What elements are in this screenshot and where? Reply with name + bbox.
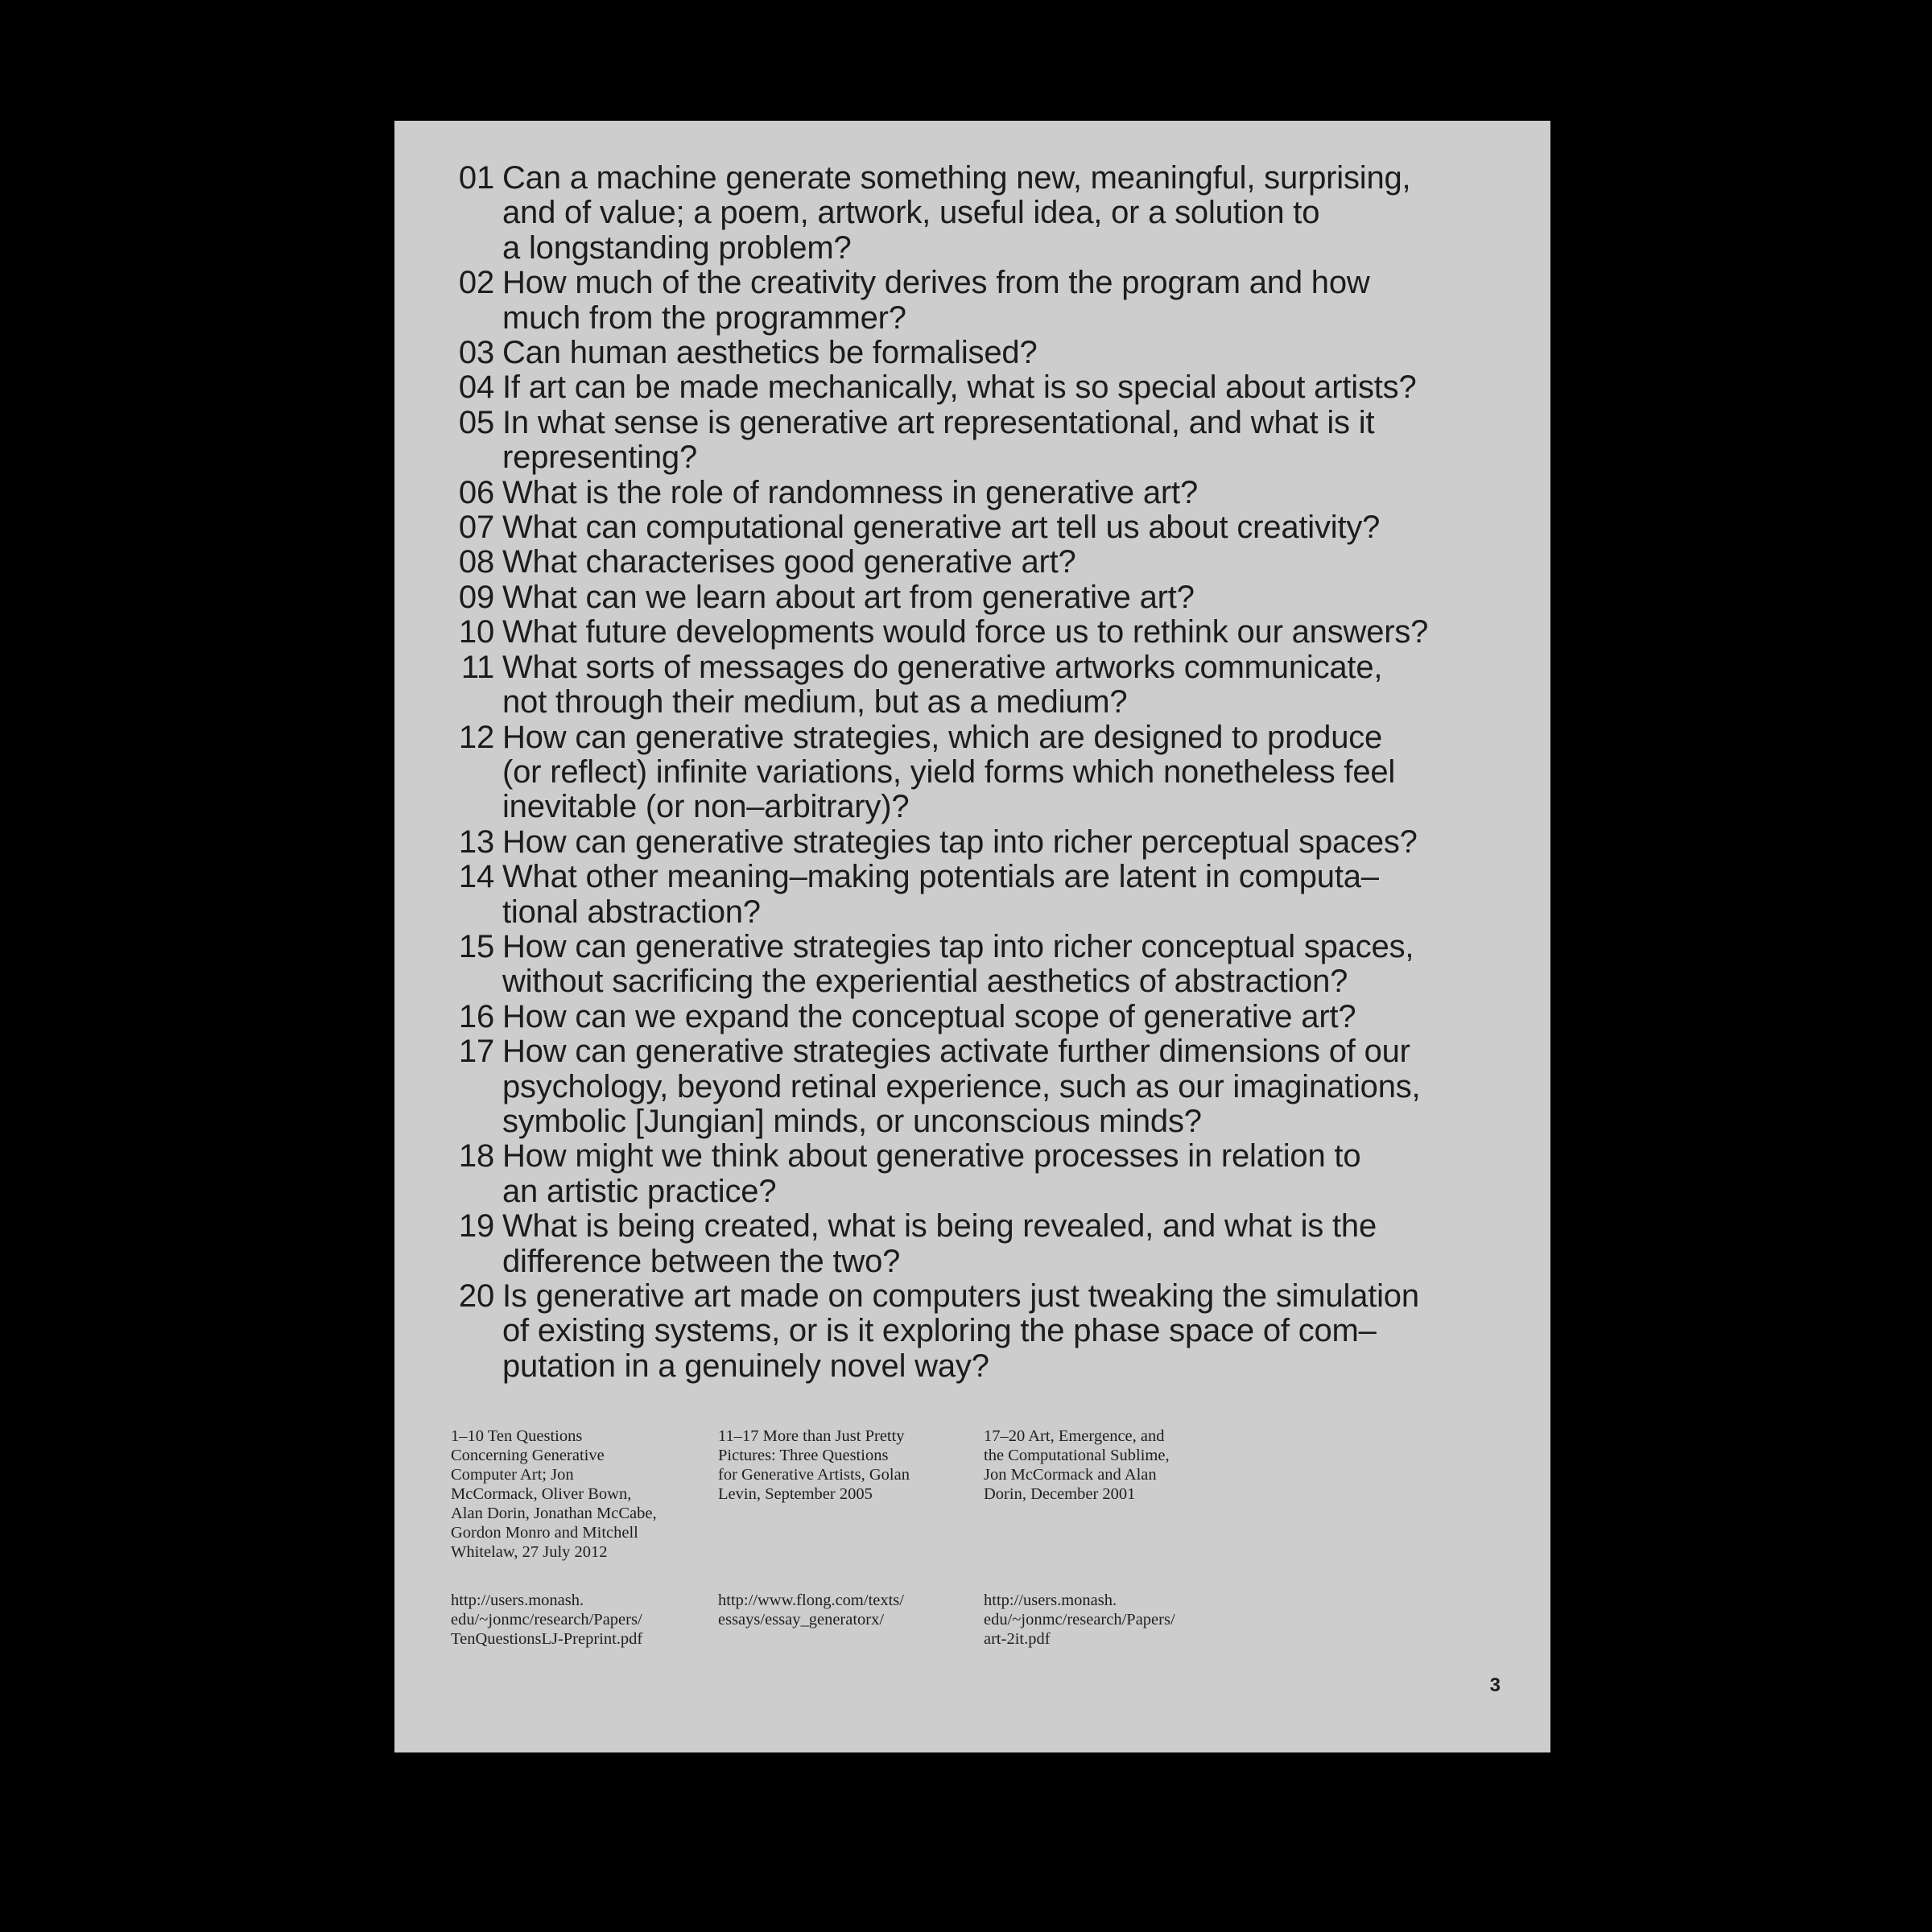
question-text-line: What sorts of messages do generative artworks communicate, <box>502 649 1383 685</box>
question-text-line: How can we expand the conceptual scope of generative art? <box>502 998 1356 1034</box>
question-item <box>394 1139 1550 1209</box>
question-number: 14 <box>458 859 494 895</box>
question-item <box>394 370 1550 405</box>
question-text-line: an artistic practice? <box>502 1173 777 1209</box>
question-number: 11 <box>460 649 494 685</box>
question-item <box>394 580 1550 615</box>
question-text-line: representing? <box>502 440 698 476</box>
question-number: 02 <box>458 265 494 301</box>
source-url <box>984 1591 1175 1649</box>
citation-line: McCormack, Oliver Bown, <box>451 1485 632 1503</box>
question-text-line: What other meaning–making potentials are latent in computa– <box>502 859 1379 895</box>
url-line: http://users.monash. <box>984 1591 1117 1609</box>
question-number: 03 <box>458 335 494 371</box>
question-text-line: How much of the creativity derives from the program and how <box>502 265 1370 301</box>
citation-line: Gordon Monro and Mitchell <box>451 1524 638 1542</box>
question-text-line: Can a machine generate something new, meaningful, surprising, <box>502 160 1411 196</box>
source-citation <box>984 1426 1170 1504</box>
question-item <box>394 1279 1550 1384</box>
question-number: 15 <box>458 928 494 964</box>
question-number: 19 <box>458 1208 494 1245</box>
url-line: TenQuestionsLJ-Preprint.pdf <box>451 1630 643 1648</box>
url-line: http://users.monash. <box>451 1591 584 1609</box>
question-item <box>394 1034 1550 1139</box>
question-text-line: psychology, beyond retinal experience, such as our imaginations, <box>502 1068 1421 1104</box>
question-item <box>394 336 1550 370</box>
citation-line: Jon McCormack and Alan <box>984 1466 1157 1484</box>
question-text-line: difference between the two? <box>502 1243 901 1279</box>
question-text-line: and of value; a poem, artwork, useful idea, or a solution to <box>502 195 1320 231</box>
question-text-line: much from the programmer? <box>502 299 906 336</box>
question-number: 16 <box>458 998 494 1034</box>
question-number: 05 <box>458 404 494 440</box>
question-text-line: putation in a genuinely novel way? <box>502 1348 989 1384</box>
question-list <box>394 161 1550 1384</box>
question-number: 06 <box>458 474 494 510</box>
page-number: 3 <box>1489 1674 1501 1696</box>
question-text-line: If art can be made mechanically, what is so special about artists? <box>502 369 1417 406</box>
question-text-line: How can generative strategies activate further dimensions of our <box>502 1034 1410 1070</box>
question-item <box>394 650 1550 720</box>
source-citation <box>451 1426 657 1562</box>
source-url <box>718 1591 904 1629</box>
question-number: 07 <box>458 510 494 546</box>
question-item <box>394 545 1550 580</box>
question-item <box>394 720 1550 825</box>
question-text-line: a longstanding problem? <box>502 229 852 266</box>
question-number: 12 <box>458 719 494 755</box>
url-line: edu/~jonmc/research/Papers/ <box>451 1611 642 1629</box>
citation-line: Alan Dorin, Jonathan McCabe, <box>451 1505 657 1522</box>
question-text-line: What can computational generative art tell us about creativity? <box>502 510 1381 546</box>
question-number: 17 <box>458 1034 494 1070</box>
citation-line: Whitelaw, 27 July 2012 <box>451 1543 608 1561</box>
citation-line: 17–20 Art, Emergence, and <box>984 1427 1165 1445</box>
question-text-line: What can we learn about art from generative art? <box>502 579 1195 615</box>
citation-line: Concerning Generative <box>451 1447 605 1464</box>
question-number: 01 <box>458 160 494 196</box>
question-text-line: What is being created, what is being revealed, and what is the <box>502 1208 1377 1245</box>
document-page <box>394 121 1550 1752</box>
question-item <box>394 825 1550 860</box>
question-text-line: not through their medium, but as a medium? <box>502 684 1128 720</box>
question-text-line: of existing systems, or is it exploring the phase space of com– <box>502 1313 1377 1349</box>
question-text-line: tional abstraction? <box>502 894 761 930</box>
question-text-line: How can generative strategies tap into richer conceptual spaces, <box>502 928 1414 964</box>
question-text-line: What is the role of randomness in generative art? <box>502 474 1198 510</box>
question-text-line: Can human aesthetics be formalised? <box>502 335 1038 371</box>
question-item <box>394 476 1550 510</box>
url-line: essays/essay_generatorx/ <box>718 1611 885 1629</box>
citation-line: Pictures: Three Questions <box>718 1447 889 1464</box>
question-item <box>394 1209 1550 1279</box>
question-text-line: In what sense is generative art representational, and what is it <box>502 404 1375 440</box>
citation-line: Computer Art; Jon <box>451 1466 574 1484</box>
question-text-line: symbolic [Jungian] minds, or unconscious minds? <box>502 1103 1202 1139</box>
question-text-line: What characterises good generative art? <box>502 544 1076 580</box>
question-number: 08 <box>458 544 494 580</box>
question-text-line: Is generative art made on computers just tweaking the simulation <box>502 1278 1419 1314</box>
question-item <box>394 860 1550 930</box>
question-number: 10 <box>458 614 494 650</box>
question-text-line: How can generative strategies tap into richer perceptual spaces? <box>502 824 1418 860</box>
question-item <box>394 406 1550 476</box>
url-line: art-2it.pdf <box>984 1630 1051 1648</box>
question-text-line: What future developments would force us to rethink our answers? <box>502 614 1429 650</box>
question-text-line: inevitable (or non–arbitrary)? <box>502 789 910 825</box>
question-number: 04 <box>458 369 494 406</box>
question-item <box>394 930 1550 1000</box>
citation-line: for Generative Artists, Golan <box>718 1466 910 1484</box>
question-text-line: without sacrificing the experiential aesthetics of abstraction? <box>502 964 1348 1000</box>
question-number: 09 <box>458 579 494 615</box>
question-item <box>394 161 1550 266</box>
question-number: 20 <box>458 1278 494 1314</box>
url-line: edu/~jonmc/research/Papers/ <box>984 1611 1175 1629</box>
question-item <box>394 510 1550 545</box>
question-text-line: How might we think about generative processes in relation to <box>502 1138 1361 1174</box>
question-number: 13 <box>458 824 494 860</box>
source-url <box>451 1591 642 1649</box>
source-citation <box>718 1426 910 1504</box>
url-line: http://www.flong.com/texts/ <box>718 1591 904 1609</box>
question-item <box>394 615 1550 650</box>
citation-line: 11–17 More than Just Pretty <box>718 1427 905 1445</box>
citation-line: Dorin, December 2001 <box>984 1485 1136 1503</box>
question-text-line: (or reflect) infinite variations, yield forms which nonetheless feel <box>502 753 1396 790</box>
citation-line: the Computational Sublime, <box>984 1447 1170 1464</box>
citation-line: Levin, September 2005 <box>718 1485 873 1503</box>
question-item <box>394 1000 1550 1034</box>
question-number: 18 <box>458 1138 494 1174</box>
citation-line: 1–10 Ten Questions <box>451 1427 583 1445</box>
question-text-line: How can generative strategies, which are designed to produce <box>502 719 1383 755</box>
question-item <box>394 266 1550 336</box>
